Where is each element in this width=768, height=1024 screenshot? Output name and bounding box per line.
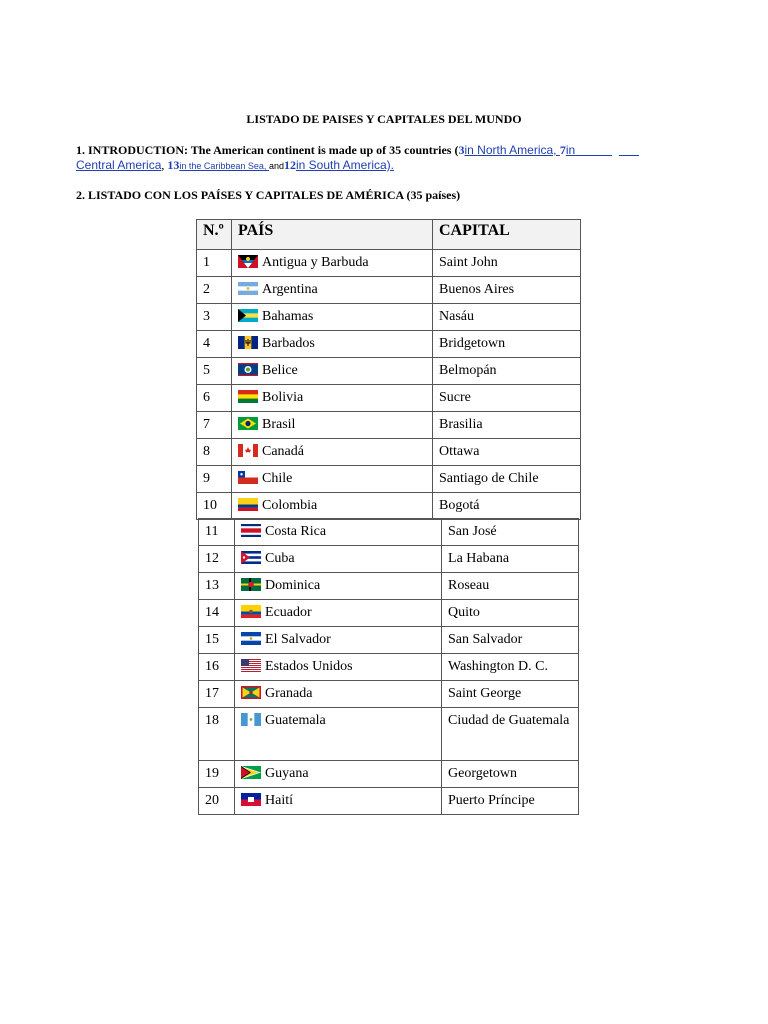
row-country: [235, 654, 442, 681]
countries-table-part-2: [198, 518, 579, 815]
table-header-row: [197, 220, 581, 250]
row-capital: Brasilia: [433, 412, 581, 439]
costa-rica-flag-icon: [241, 524, 261, 537]
country-name: Canadá: [262, 444, 304, 459]
row-capital: Bogotá: [433, 493, 581, 520]
table-row: [197, 493, 581, 520]
row-country: [235, 681, 442, 708]
table-row: [197, 466, 581, 493]
country-name: Bolivia: [262, 390, 304, 405]
country-name: Granada: [265, 686, 313, 701]
table-row: [199, 681, 579, 708]
table-row: [199, 761, 579, 788]
row-capital: Saint John: [433, 250, 581, 277]
intro-link-north-america[interactable]: North America,: [477, 143, 560, 157]
row-country: [232, 331, 433, 358]
row-number: 16: [199, 654, 235, 681]
table-row: [199, 788, 579, 815]
document-title: LISTADO DE PAISES Y CAPITALES DEL MUNDO: [246, 112, 522, 126]
row-capital: Belmopán: [433, 358, 581, 385]
row-number: 6: [197, 385, 232, 412]
row-number: 14: [199, 600, 235, 627]
header-country: PAÍS: [232, 220, 433, 250]
row-country: [232, 493, 433, 520]
intro-link-central-america[interactable]: Central America: [76, 158, 162, 172]
table-row: [197, 277, 581, 304]
haiti-flag-icon: [241, 793, 261, 806]
row-number: 8: [197, 439, 232, 466]
country-name: Brasil: [262, 417, 296, 432]
row-country: [232, 439, 433, 466]
barbados-flag-icon: [238, 336, 258, 349]
row-country: [235, 761, 442, 788]
row-country: [235, 600, 442, 627]
row-number: 10: [197, 493, 232, 520]
row-country: [232, 412, 433, 439]
table-row: [199, 519, 579, 546]
country-name: Chile: [262, 471, 293, 486]
ecuador-flag-icon: [241, 605, 261, 618]
country-name: Estados Unidos: [265, 659, 353, 674]
usa-flag-icon: [241, 659, 261, 672]
table-row: [197, 331, 581, 358]
country-name: Cuba: [265, 551, 295, 566]
intro-count-south: 12: [283, 158, 296, 172]
country-name: Guatemala: [265, 713, 326, 728]
intro-lead: 1. INTRODUCTION:: [76, 143, 189, 157]
chile-flag-icon: [238, 471, 258, 484]
row-capital: Ciudad de Guatemala: [442, 708, 579, 761]
row-number: 5: [197, 358, 232, 385]
row-capital: Georgetown: [442, 761, 579, 788]
row-country: [232, 358, 433, 385]
row-capital: Puerto Príncipe: [442, 788, 579, 815]
row-capital: Roseau: [442, 573, 579, 600]
colombia-flag-icon: [238, 498, 258, 511]
dominica-flag-icon: [241, 578, 261, 591]
country-name: Argentina: [262, 282, 318, 297]
table-row: [199, 654, 579, 681]
intro-link-in[interactable]: in: [464, 143, 478, 157]
intro-count-central: 7: [559, 143, 566, 157]
row-number: 18: [199, 708, 235, 761]
row-country: [235, 546, 442, 573]
row-capital: Buenos Aires: [433, 277, 581, 304]
header-capital: CAPITAL: [433, 220, 581, 250]
country-name: Costa Rica: [265, 524, 327, 539]
intro-and: and: [268, 161, 284, 171]
table-row: [197, 358, 581, 385]
grenada-flag-icon: [241, 686, 261, 699]
row-number: 3: [197, 304, 232, 331]
intro-count-caribbean: 13: [167, 158, 180, 172]
table-row: [199, 708, 579, 761]
row-capital: Bridgetown: [433, 331, 581, 358]
countries-table-part-1: [196, 219, 581, 520]
guyana-flag-icon: [241, 766, 261, 779]
intro-link-in-2[interactable]: in: [565, 143, 576, 157]
antigua-flag-icon: [238, 255, 258, 268]
row-capital: San Salvador: [442, 627, 579, 654]
row-number: 12: [199, 546, 235, 573]
row-number: 9: [197, 466, 232, 493]
row-capital: Santiago de Chile: [433, 466, 581, 493]
table-row: [197, 250, 581, 277]
intro-text: The American continent is made up of 35 countries (: [188, 143, 459, 157]
row-number: 2: [197, 277, 232, 304]
row-number: 17: [199, 681, 235, 708]
country-name: Barbados: [262, 336, 315, 351]
row-capital: Sucre: [433, 385, 581, 412]
table-row: [197, 385, 581, 412]
table-row: [199, 600, 579, 627]
row-number: 15: [199, 627, 235, 654]
brazil-flag-icon: [238, 417, 258, 430]
row-number: 1: [197, 250, 232, 277]
table-row: [197, 412, 581, 439]
row-country: [232, 250, 433, 277]
canada-flag-icon: [238, 444, 258, 457]
country-name: Guyana: [265, 766, 309, 781]
intro-link-south-america[interactable]: in South America).: [295, 158, 395, 172]
cuba-flag-icon: [241, 551, 261, 564]
row-capital: Ottawa: [433, 439, 581, 466]
table-row: [197, 439, 581, 466]
row-number: 13: [199, 573, 235, 600]
row-capital: La Habana: [442, 546, 579, 573]
row-capital: Quito: [442, 600, 579, 627]
row-capital: Nasáu: [433, 304, 581, 331]
row-capital: San José: [442, 519, 579, 546]
country-name: Colombia: [262, 498, 318, 513]
row-number: 7: [197, 412, 232, 439]
table-row: [199, 546, 579, 573]
bahamas-flag-icon: [238, 309, 258, 322]
guatemala-flag-icon: [241, 713, 261, 726]
row-number: 4: [197, 331, 232, 358]
row-number: 11: [199, 519, 235, 546]
country-name: Antigua y Barbuda: [262, 255, 369, 270]
intro-separator: ,: [161, 158, 168, 172]
country-name: Ecuador: [265, 605, 312, 620]
row-number: 20: [199, 788, 235, 815]
introduction-paragraph: [76, 143, 702, 174]
intro-count-north: 3: [458, 143, 465, 157]
row-capital: Washington D. C.: [442, 654, 579, 681]
country-name: Bahamas: [262, 309, 314, 324]
bolivia-flag-icon: [238, 390, 258, 403]
table-row: [197, 304, 581, 331]
row-country: [235, 788, 442, 815]
row-country: [235, 708, 442, 761]
country-name: Belice: [262, 363, 298, 378]
table-row: [199, 573, 579, 600]
argentina-flag-icon: [238, 282, 258, 295]
row-country: [232, 385, 433, 412]
belize-flag-icon: [238, 363, 258, 376]
el-salvador-flag-icon: [241, 632, 261, 645]
row-country: [235, 519, 442, 546]
row-capital: Saint George: [442, 681, 579, 708]
table-row: [199, 627, 579, 654]
row-number: 19: [199, 761, 235, 788]
country-name: El Salvador: [265, 632, 331, 647]
row-country: [235, 627, 442, 654]
country-name: Dominica: [265, 578, 321, 593]
row-country: [232, 277, 433, 304]
section-heading: 2. LISTADO CON LOS PAÍSES Y CAPITALES DE AMÉRICA (35 países): [76, 188, 461, 202]
row-country: [235, 573, 442, 600]
intro-link-caribbean[interactable]: in the Caribbean Sea,: [179, 161, 269, 171]
header-number: N.º: [197, 220, 232, 250]
row-country: [232, 466, 433, 493]
row-country: [232, 304, 433, 331]
country-name: Haití: [265, 793, 294, 808]
